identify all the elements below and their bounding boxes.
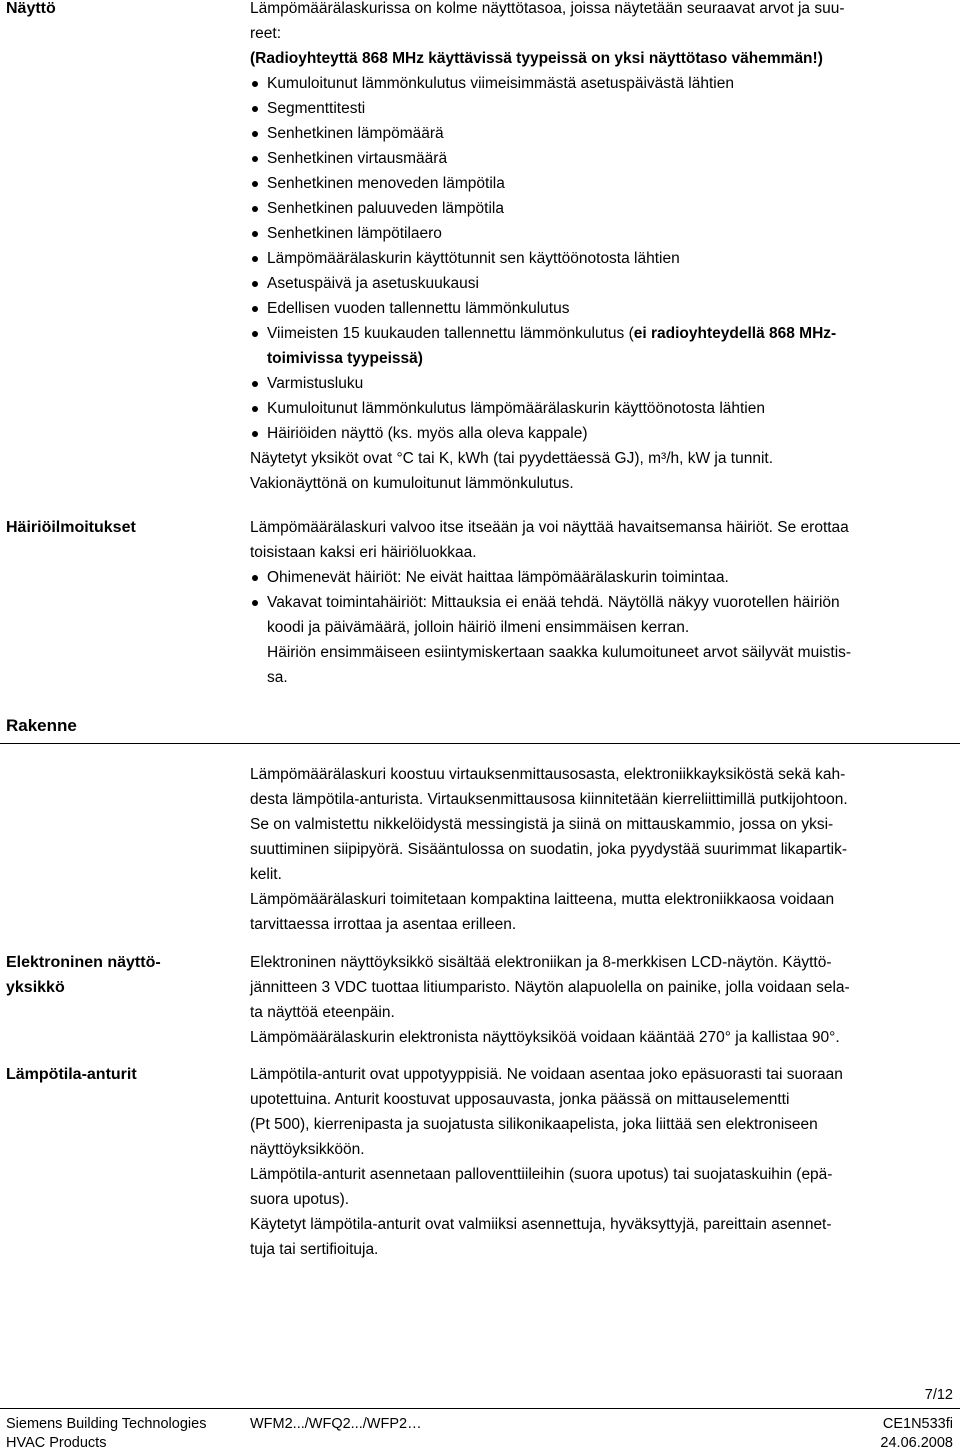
anturit-line: Lämpötila-anturit asennetaan palloventtiileihin (suora upotus) tai suojataskuihin (epä- <box>250 1166 833 1183</box>
section-divider <box>0 743 960 744</box>
section-title-rakenne: Rakenne <box>6 716 77 735</box>
hairiot-section <box>250 515 955 690</box>
naytto-list <box>250 71 955 446</box>
footer-company: Siemens Building Technologies <box>6 1416 207 1432</box>
footer-division: HVAC Products <box>6 1435 107 1451</box>
label-elektroninen <box>6 950 161 1000</box>
list-item: Senhetkinen lämpötilaero <box>250 221 955 246</box>
anturit-line: Käytetyt lämpötila-anturit ovat valmiiksi asennettuja, hyväksyttyjä, pareittain asennet- <box>250 1216 832 1233</box>
label-elektroninen-2: yksikkö <box>6 979 65 996</box>
hairiot-b2-3: Häiriön ensimmäiseen esiintymiskertaan saakka kulumoituneet arvot säilyvät muistis- <box>267 644 852 661</box>
hairiot-b2-1: Vakavat toimintahäiriöt: Mittauksia ei enää tehdä. Näytöllä näkyy vuorotellen häiriön <box>267 594 840 611</box>
elektroninen-line: jännitteen 3 VDC tuottaa litiumparisto. Näytön alapuolella on painike, jolla voidaan sela- <box>250 979 850 996</box>
naytto-default: Vakionäyttönä on kumuloitunut lämmönkulutus. <box>250 475 574 492</box>
rakenne-line: kelit. <box>250 866 282 883</box>
rakenne-line: Se on valmistettu nikkelöidystä messingistä ja siinä on mittauskammio, jossa on yksi- <box>250 816 834 833</box>
elektroninen-line: ta näyttöä eteenpäin. <box>250 1004 395 1021</box>
list-item: Lämpömäärälaskurin käyttötunnit sen käyttöönotosta lähtien <box>250 246 955 271</box>
anturit-line: (Pt 500), kierrenipasta ja suojatusta silikonikaapelista, joka liittää sen elektroniseen <box>250 1116 818 1133</box>
list-item: Senhetkinen menoveden lämpötila <box>250 171 955 196</box>
list-item: Häiriöiden näyttö (ks. myös alla oleva kappale) <box>250 421 955 446</box>
list-item: Kumuloitunut lämmönkulutus lämpömäärälaskurin käyttöönotosta lähtien <box>250 396 955 421</box>
list-item: Segmenttitesti <box>250 96 955 121</box>
item-15-bold-1: ei radioyhteydellä 868 MHz- <box>633 325 837 342</box>
list-item: Senhetkinen paluuveden lämpötila <box>250 196 955 221</box>
list-item: Edellisen vuoden tallennettu lämmönkulutus <box>250 296 955 321</box>
naytto-intro-1: Lämpömäärälaskurissa on kolme näyttötasoa, joissa näytetään seuraavat arvot ja suu- <box>250 0 845 17</box>
rakenne-line: suuttiminen siipipyörä. Sisääntulossa on suodatin, joka pyydystää suurimmat likapartik- <box>250 841 848 858</box>
rakenne-line: Lämpömäärälaskuri koostuu virtauksenmittausosasta, elektroniikkayksiköstä sekä kah- <box>250 766 846 783</box>
list-item <box>250 590 955 690</box>
naytto-units: Näytetyt yksiköt ovat °C tai K, kWh (tai pyydettäessä GJ), m³/h, kW ja tunnit. <box>250 450 774 467</box>
naytto-section <box>250 0 955 496</box>
rakenne-line: tarvittaessa irrottaa ja asentaa erilleen. <box>250 916 517 933</box>
anturit-line: upotettuina. Anturit koostuvat upposauvasta, jonka päässä on mittauselementti <box>250 1091 790 1108</box>
list-item: Ohimenevät häiriöt: Ne eivät haittaa lämpömäärälaskurin toimintaa. <box>250 565 955 590</box>
hairiot-p1-2: toisistaan kaksi eri häiriöluokkaa. <box>250 544 477 561</box>
anturit-line: Lämpötila-anturit ovat uppotyyppisiä. Ne voidaan asentaa joko epäsuorasti tai suoraan <box>250 1066 843 1083</box>
rakenne-line: desta lämpötila-anturista. Virtauksenmittausosa kiinnitetään kierreliittimillä putkijohtoon. <box>250 791 848 808</box>
anturit-line: tuja tai sertifioituja. <box>250 1241 379 1258</box>
hairiot-b2-4: sa. <box>267 669 288 686</box>
hairiot-b2-2: koodi ja päivämäärä, jolloin häiriö ilmeni ensimmäisen kerran. <box>267 619 690 636</box>
elektroninen-section <box>250 950 955 1050</box>
hairiot-list <box>250 565 955 690</box>
anturit-line: suora upotus). <box>250 1191 350 1208</box>
list-item: Senhetkinen lämpömäärä <box>250 121 955 146</box>
label-anturit: Lämpötila-anturit <box>6 1066 137 1083</box>
naytto-intro-2: reet: <box>250 25 282 42</box>
elektroninen-line: Lämpömäärälaskurin elektronista näyttöyksiköä voidaan kääntää 270° ja kallistaa 90°. <box>250 1029 840 1046</box>
list-item: Senhetkinen virtausmäärä <box>250 146 955 171</box>
naytto-intro-bold: (Radioyhteyttä 868 MHz käyttävissä tyypeissä on yksi näyttötaso vähemmän!) <box>250 50 823 67</box>
list-item: Kumuloitunut lämmönkulutus viimeisimmästä asetuspäivästä lähtien <box>250 71 955 96</box>
page-number: 7/12 <box>924 1387 953 1403</box>
rakenne-line: Lämpömäärälaskuri toimitetaan kompaktina laitteena, mutta elektroniikkaosa voidaan <box>250 891 835 908</box>
footer-docid: CE1N533fi <box>882 1416 953 1432</box>
label-naytto: Näyttö <box>6 0 56 17</box>
label-hairiot: Häiriöilmoitukset <box>6 519 136 536</box>
anturit-line: näyttöyksikköön. <box>250 1141 365 1158</box>
elektroninen-line: Elektroninen näyttöyksikkö sisältää elektroniikan ja 8-merkkisen LCD-näytön. Käyttö- <box>250 954 832 971</box>
footer-date: 24.06.2008 <box>880 1435 953 1451</box>
item-15-text: Viimeisten 15 kuukauden tallennettu lämmönkulutus ( <box>267 325 634 342</box>
item-15-bold-2: toimivissa tyypeissä) <box>267 350 423 367</box>
footer-divider <box>0 1408 960 1409</box>
list-item: Varmistusluku <box>250 371 955 396</box>
rakenne-section <box>250 762 955 937</box>
hairiot-p1-1: Lämpömäärälaskuri valvoo itse itseään ja voi näyttää havaitsemansa häiriöt. Se erottaa <box>250 519 849 536</box>
anturit-section <box>250 1062 955 1262</box>
label-elektroninen-1: Elektroninen näyttö- <box>6 954 161 971</box>
list-item-15-months <box>250 321 955 371</box>
list-item: Asetuspäivä ja asetuskuukausi <box>250 271 955 296</box>
footer-models: WFM2.../WFQ2.../WFP2… <box>250 1416 422 1432</box>
